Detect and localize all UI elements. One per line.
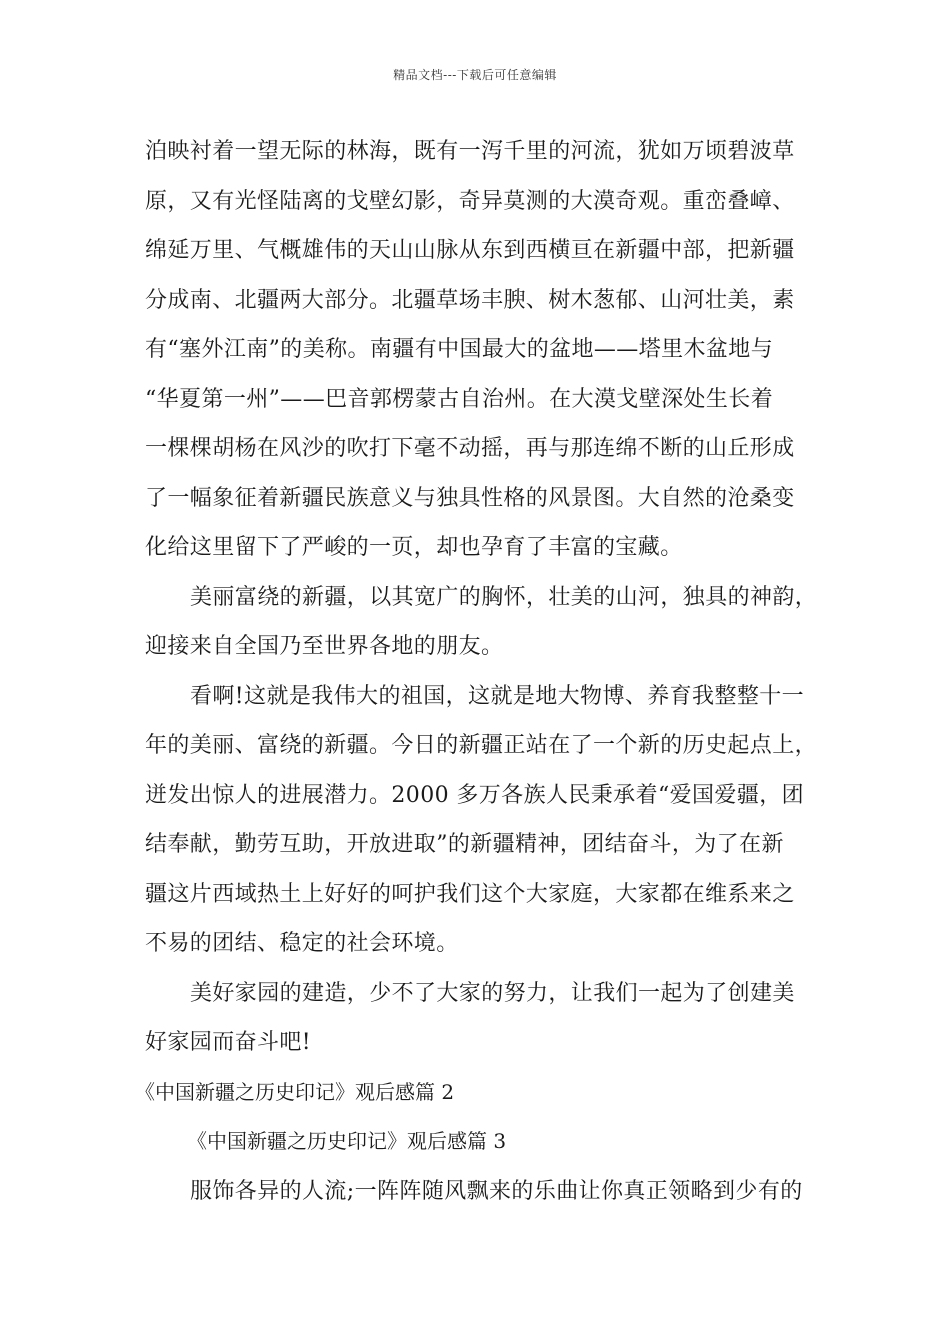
text-line: 原，又有光怪陆离的戈壁幻影，奇异莫测的大漠奇观。重峦叠嶂、 [145, 188, 795, 214]
text-line: 了一幅象征着新疆民族意义与独具性格的风景图。大自然的沧桑变 [145, 485, 795, 511]
text-line: 一棵棵胡杨在风沙的吹打下毫不动摇，再与那连绵不断的山丘形成 [145, 436, 795, 461]
paragraph-3 [145, 672, 818, 969]
text-line: “华夏第一州”——巴音郭楞蒙古自治州。在大漠戈壁深处生长着 [145, 386, 774, 412]
text-line: 好家园而奋斗吧! [145, 1030, 312, 1055]
paragraph-5 [145, 1167, 813, 1217]
document-body [135, 127, 818, 1216]
text-line: 化给这里留下了严峻的一页，却也孕育了丰富的宝藏。 [145, 535, 683, 560]
text-line: 不易的团结、稳定的社会环境。 [145, 931, 459, 956]
text-line: 疆这片西域热土上好好的呵护我们这个大家庭，大家都在维系来之 [145, 881, 795, 907]
text-line: 绵延万里、气概雄伟的天山山脉从东到西横亘在新疆中部，把新疆 [145, 238, 795, 263]
section-heading: 《中国新疆之历史印记》观后感篇 2 [135, 1079, 455, 1104]
page-header: 精品文档---下载后可任意编辑 [393, 68, 557, 82]
text-line: 年的美丽、富绕的新疆。今日的新疆正站在了一个新的历史起点上， [145, 733, 818, 758]
text-line: 迎接来自全国乃至世界各地的朋友。 [145, 634, 504, 659]
section-heading: 《中国新疆之历史印记》观后感篇 3 [187, 1129, 507, 1153]
text-line: 美丽富绕的新疆，以其宽广的胸怀，壮美的山河，独具的神韵， [190, 584, 818, 610]
text-line: 服饰各异的人流;一阵阵随风飘来的乐曲让你真正领略到少有的 [190, 1178, 803, 1204]
text-line: 泊映衬着一望无际的林海，既有一泻千里的河流，犹如万顷碧波草 [145, 139, 795, 164]
text-line: 分成南、北疆两大部分。北疆草场丰腴、树木葱郁、山河壮美，素 [145, 287, 795, 313]
text-line: 看啊!这就是我伟大的祖国，这就是地大物博、养育我整整十一 [190, 683, 805, 709]
text-line: 结奉献，勤劳互助，开放进取”的新疆精神，团结奋斗，为了在新 [145, 832, 784, 857]
text-line: 迸发出惊人的进展潜力。2000 多万各族人民秉承着“爱国爱疆，团 [145, 782, 805, 808]
paragraph-1 [145, 127, 813, 573]
paragraph-2 [145, 573, 818, 672]
text-line: 有“塞外江南”的美称。南疆有中国最大的盆地——塔里木盆地与 [145, 337, 774, 362]
text-line: 美好家园的建造，少不了大家的努力，让我们一起为了创建美 [190, 980, 795, 1006]
paragraph-4 [145, 969, 813, 1068]
